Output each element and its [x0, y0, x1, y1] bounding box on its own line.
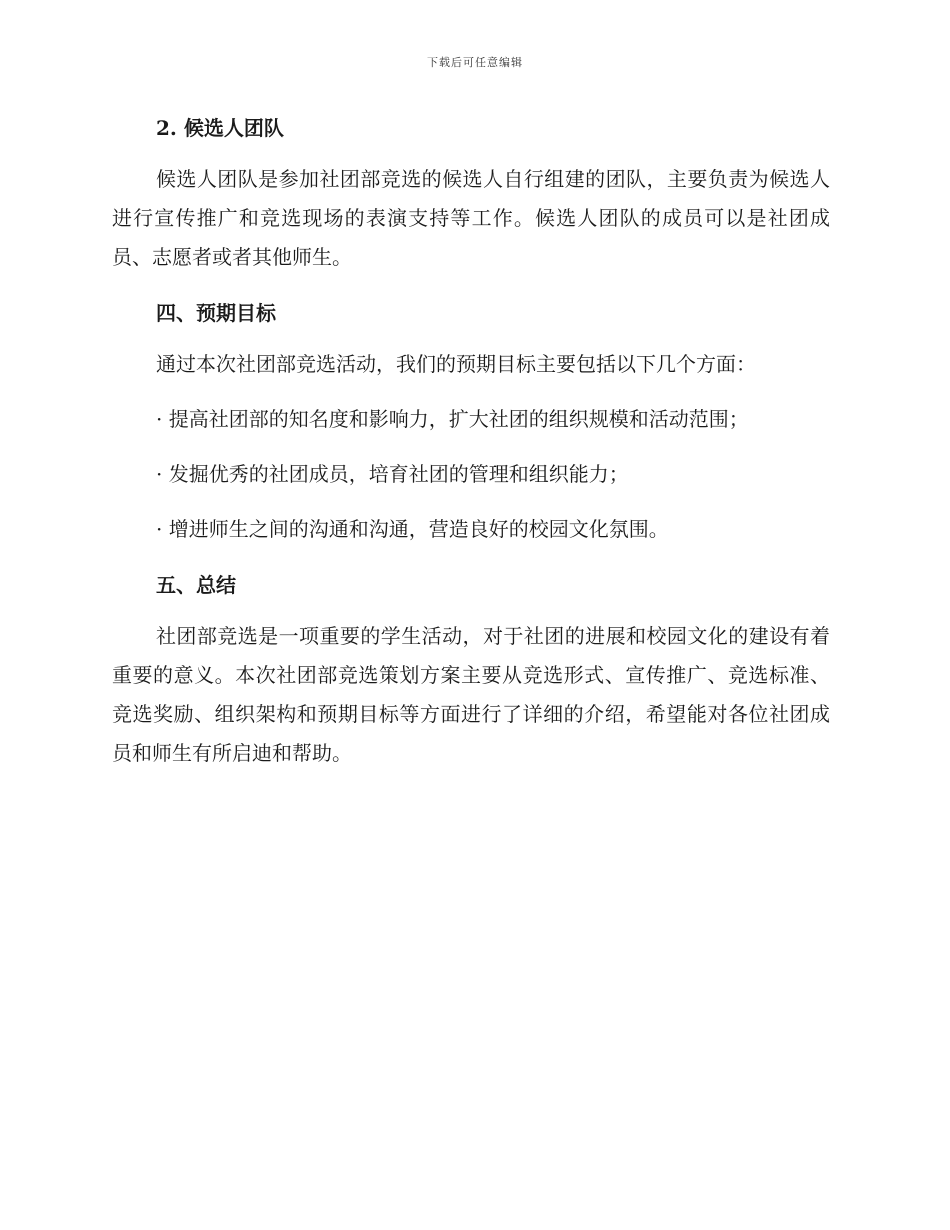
heading-expected-goals: 四、预期目标 — [156, 301, 276, 325]
bullet-goal-3: · 增进师生之间的沟通和沟通，营造良好的校园文化氛围。 — [156, 517, 669, 541]
paragraph-candidate-team: 候选人团队是参加社团部竞选的候选人自行组建的团队，主要负责为候选人进行宣传推广和竞选现场的表演支持等工作。候选人团队的成员可以是社团成员、志愿者或者其他师生。 — [112, 167, 830, 269]
heading-summary: 五、总结 — [156, 573, 236, 597]
bullet-goal-1: · 提高社团部的知名度和影响力，扩大社团的组织规模和活动范围； — [156, 407, 749, 431]
paragraph-goals-intro: 通过本次社团部竞选活动，我们的预期目标主要包括以下几个方面： — [156, 352, 756, 376]
page-header: 下载后可任意编辑 — [427, 56, 523, 69]
bullet-goal-2: · 发掘优秀的社团成员，培育社团的管理和组织能力； — [156, 462, 629, 486]
paragraph-summary: 社团部竞选是一项重要的学生活动，对于社团的进展和校园文化的建设有着重要的意义。本次社团部竞选策划方案主要从竞选形式、宣传推广、竞选标准、竞选奖励、组织架构和预期目标等方面进行了详细的介绍，希望能对各位社团成员和师生有所启迪和帮助。 — [112, 624, 830, 765]
heading-candidate-team: 2. 候选人团队 — [156, 116, 284, 140]
document-body — [112, 108, 830, 789]
